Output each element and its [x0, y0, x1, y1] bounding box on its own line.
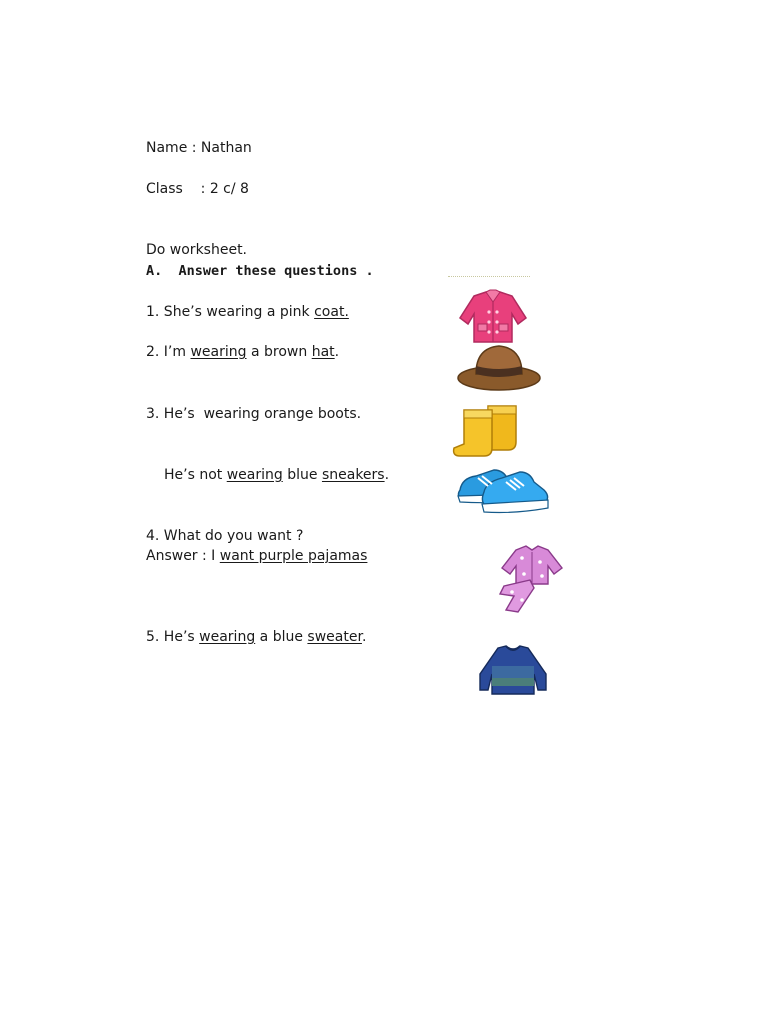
- question-1: [146, 303, 349, 321]
- q1-text: 1. She’s wearing a pink: [146, 304, 315, 320]
- name-label: Name :: [146, 140, 201, 156]
- section-title: A. Answer these questions .: [146, 263, 374, 279]
- blue-sweater-icon: [476, 644, 550, 696]
- q3b-answer-2: sneakers: [321, 467, 385, 483]
- purple-pajamas-icon: [494, 544, 566, 614]
- orange-boots-icon: [452, 402, 522, 458]
- q5-text: 5. He’s: [146, 629, 200, 645]
- q5-period: .: [361, 629, 367, 645]
- intro-text: Do worksheet.: [146, 242, 248, 258]
- q2-answer-1: wearing: [190, 344, 247, 360]
- question-5: [146, 628, 366, 646]
- question-4-answer: [146, 547, 367, 565]
- question-2: [146, 343, 339, 361]
- q2-text-2: a brown: [246, 344, 312, 360]
- q2-answer-2: hat: [311, 344, 335, 360]
- class-value: 2 c/ 8: [209, 181, 249, 197]
- q2-period: .: [334, 344, 340, 360]
- name-value: Nathan: [200, 140, 252, 156]
- question-3b: [164, 466, 389, 484]
- q2-text: 2. I’m: [146, 344, 191, 360]
- blue-sneakers-icon: [454, 464, 550, 520]
- pink-coat-icon: [452, 288, 534, 344]
- question-3: 3. He’s wearing orange boots.: [146, 406, 362, 422]
- q4-answer: want purple pajamas: [219, 548, 368, 564]
- q5-answer-2: sweater: [307, 629, 362, 645]
- q4-answer-label: Answer : I: [146, 548, 220, 564]
- q3b-text-2: blue: [282, 467, 322, 483]
- name-line: [146, 139, 252, 157]
- q3b-period: .: [384, 467, 390, 483]
- class-line: [146, 180, 249, 198]
- dotted-divider: [448, 276, 530, 277]
- q3b-text: He’s not: [164, 467, 227, 483]
- class-label: Class :: [146, 181, 210, 197]
- brown-hat-icon: [456, 344, 542, 392]
- question-4: 4. What do you want ?: [146, 528, 304, 544]
- q1-answer: coat.: [314, 304, 349, 320]
- q3b-answer-1: wearing: [226, 467, 283, 483]
- q5-text-2: a blue: [255, 629, 308, 645]
- q5-answer-1: wearing: [199, 629, 256, 645]
